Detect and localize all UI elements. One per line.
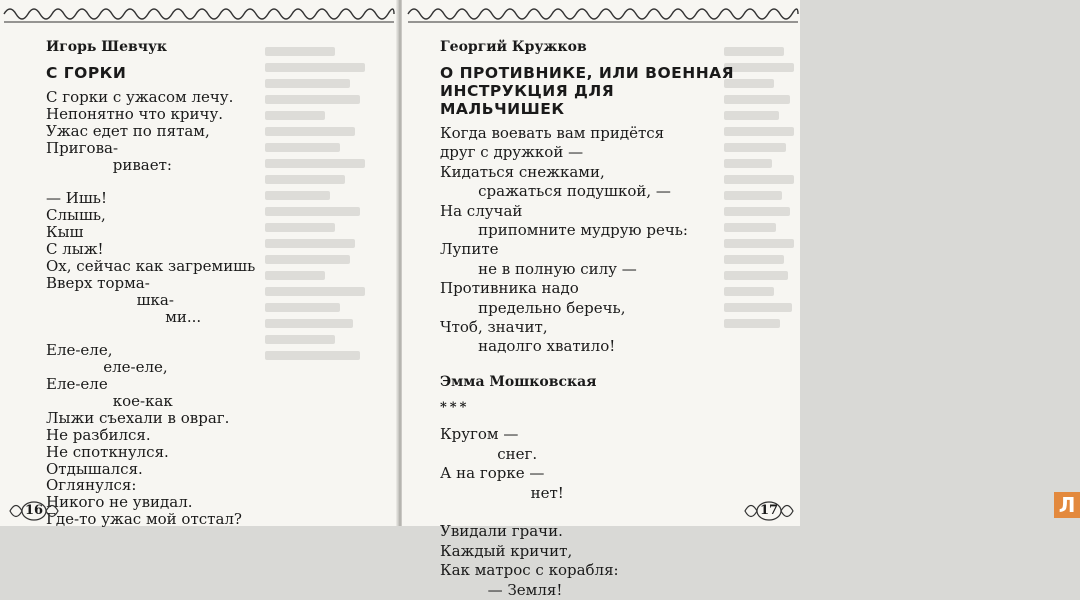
poem-line: Лупите bbox=[440, 240, 499, 259]
poem-line: друг с дружкой — bbox=[440, 143, 584, 162]
stanza-gap bbox=[46, 172, 256, 189]
poem-line: еле-еле, bbox=[46, 358, 168, 377]
poem-lines bbox=[440, 124, 740, 357]
poem-line: Оглянулся: bbox=[46, 476, 137, 495]
poem-title-line: ИНСТРУКЦИЯ ДЛЯ МАЛЬЧИШЕК bbox=[440, 82, 615, 118]
poem-line: нет! bbox=[440, 483, 564, 502]
author-name: Эмма Мошковская bbox=[440, 373, 597, 390]
stanza-gap bbox=[440, 503, 740, 522]
poem-line: На случай bbox=[440, 201, 523, 220]
poem-line: Пригова- bbox=[46, 138, 119, 157]
author-name: Игорь Шевчук bbox=[46, 39, 168, 55]
poem-line: ривает: bbox=[46, 155, 172, 174]
poem-line: припомните мудрую речь: bbox=[440, 220, 688, 239]
poem-line: Как матрос с корабля: bbox=[440, 561, 619, 580]
page-number-text: 16 bbox=[24, 503, 44, 518]
poem-line: Когда воевать вам придётся bbox=[440, 124, 665, 142]
poem-line: Не разбился. bbox=[46, 425, 151, 444]
poem-line: Непонятно что кричу. bbox=[46, 104, 224, 123]
poem-line: надолго хватило! bbox=[440, 337, 616, 356]
left-page bbox=[0, 0, 398, 529]
poem-line: сражаться подушкой, — bbox=[440, 182, 671, 201]
poem-line: шка- bbox=[46, 290, 174, 309]
poem-line: Где-то ужас мой отстал? bbox=[46, 510, 242, 529]
poem-line: Не споткнулся. bbox=[46, 442, 169, 461]
stanza-gap bbox=[46, 324, 256, 341]
poem-line: Ох, сейчас как загремишь bbox=[46, 256, 256, 275]
publisher-logo: Л bbox=[1054, 492, 1080, 518]
poem-line: Увидали грачи. bbox=[440, 522, 563, 541]
page-number-left bbox=[8, 500, 60, 522]
poem-line: Противника надо bbox=[440, 279, 579, 298]
poem-line: Никого не увидал. bbox=[46, 493, 193, 512]
poem-line: Еле-еле, bbox=[46, 341, 113, 360]
poem-line: Слышь, bbox=[46, 206, 106, 225]
right-page bbox=[402, 0, 1076, 599]
poem-line: С лыж! bbox=[46, 240, 104, 259]
poem-line: не в полную силу — bbox=[440, 259, 637, 278]
poem-title-line: О ПРОТИВНИКЕ, ИЛИ ВОЕННАЯ bbox=[440, 64, 735, 82]
poem-line: С горки с ужасом лечу. bbox=[46, 88, 234, 106]
poem-line: А на горке — bbox=[440, 464, 545, 483]
poem-title bbox=[440, 64, 740, 118]
poem-line: Кыш bbox=[46, 223, 84, 242]
poem-line: кое-как bbox=[46, 392, 173, 411]
poem-line: Кругом — bbox=[440, 425, 519, 444]
ornamental-border-top-right bbox=[408, 4, 798, 24]
poem-line: Еле-еле bbox=[46, 375, 108, 394]
poem-line: — Земля! bbox=[440, 580, 563, 599]
poems-right bbox=[440, 38, 740, 600]
poem-lines bbox=[440, 425, 740, 600]
untitled-poem-stars: *** bbox=[440, 399, 470, 415]
poem-line: ми... bbox=[46, 307, 202, 326]
bleed-through-text bbox=[265, 40, 375, 367]
poem-line: Кидаться снежками, bbox=[440, 162, 605, 181]
poem-line: Каждый кричит, bbox=[440, 541, 573, 560]
poem-line: Чтоб, значит, bbox=[440, 317, 548, 336]
poem-line: Лыжи съехали в овраг. bbox=[46, 408, 230, 427]
poem-lines bbox=[46, 88, 256, 527]
poem-line: снег. bbox=[440, 444, 538, 463]
poem-title: С ГОРКИ bbox=[46, 64, 127, 82]
poem-line: предельно беречь, bbox=[440, 298, 626, 317]
poem-line: — Ишь! bbox=[46, 189, 107, 208]
poem-line: Вверх торма- bbox=[46, 273, 150, 292]
page-number-right bbox=[743, 500, 795, 522]
poem-line: Отдышался. bbox=[46, 459, 143, 478]
ornamental-border-top-left bbox=[4, 4, 394, 24]
author-name: Георгий Кружков bbox=[440, 39, 587, 55]
poem-line: Ужас едет по пятам, bbox=[46, 121, 210, 140]
page-number-text: 17 bbox=[759, 503, 779, 518]
poem-s-gorki bbox=[46, 38, 256, 527]
